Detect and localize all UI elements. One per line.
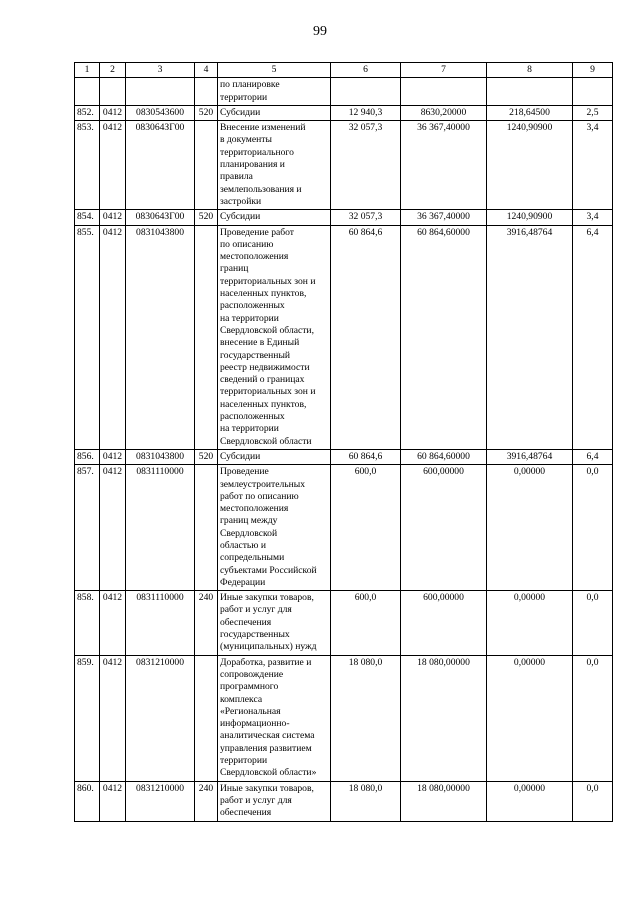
target-code-cell: 083064ЗГ00 <box>126 121 195 210</box>
table-row <box>75 781 613 821</box>
table-row <box>75 655 613 781</box>
expense-type-cell <box>195 225 218 449</box>
section-code-cell: 0412 <box>100 449 126 464</box>
value-col8-cell: 3916,48764 <box>487 225 573 449</box>
description-cell: Проведение землеустроительных работ по описанию местоположения границ между Свердловской областью и сопредельными субъектами Российской Федерации <box>218 465 331 591</box>
description-cell: Субсидии <box>218 449 331 464</box>
value-col6-cell: 600,0 <box>331 465 401 591</box>
description-cell: Иные закупки товаров, работ и услуг для обеспечения государственных (муниципальных) нужд <box>218 591 331 655</box>
target-code-cell: 0831210000 <box>126 655 195 781</box>
value-col6-cell: 60 864,6 <box>331 225 401 449</box>
value-col7-cell: 18 080,00000 <box>401 655 487 781</box>
value-col7-cell: 8630,20000 <box>401 105 487 120</box>
target-code-cell: 0830543600 <box>126 105 195 120</box>
value-col8-cell: 1240,90900 <box>487 210 573 225</box>
header-cell: 3 <box>126 63 195 78</box>
value-col8-cell: 0,00000 <box>487 591 573 655</box>
table-row <box>75 465 613 591</box>
description-cell: Внесение изменений в документы территориального планирования и правила землепользования и застройки <box>218 121 331 210</box>
header-cell: 5 <box>218 63 331 78</box>
expense-type-cell <box>195 655 218 781</box>
value-col7-cell: 600,00000 <box>401 591 487 655</box>
target-code-cell: 0831210000 <box>126 781 195 821</box>
expense-type-cell: 520 <box>195 210 218 225</box>
value-col8-cell: 0,00000 <box>487 655 573 781</box>
percent-cell: 0,0 <box>573 655 613 781</box>
target-code-cell: 0831110000 <box>126 465 195 591</box>
value-col7-cell: 36 367,40000 <box>401 210 487 225</box>
header-cell: 2 <box>100 63 126 78</box>
percent-cell: 3,4 <box>573 210 613 225</box>
table-row <box>75 225 613 449</box>
value-col6-cell: 32 057,3 <box>331 210 401 225</box>
percent-cell: 0,0 <box>573 465 613 591</box>
percent-cell: 6,4 <box>573 449 613 464</box>
percent-cell: 2,5 <box>573 105 613 120</box>
section-code-cell: 0412 <box>100 655 126 781</box>
target-code-cell: 0831110000 <box>126 591 195 655</box>
row-number-cell: 857. <box>75 465 100 591</box>
value-col6-cell: 18 080,0 <box>331 781 401 821</box>
section-code-cell: 0412 <box>100 121 126 210</box>
row-number-cell: 854. <box>75 210 100 225</box>
row-number-cell: 860. <box>75 781 100 821</box>
page-number: 99 <box>313 24 327 39</box>
value-col8-cell: 3916,48764 <box>487 449 573 464</box>
percent-cell: 3,4 <box>573 121 613 210</box>
value-col8-cell: 218,64500 <box>487 105 573 120</box>
value-col7-cell: 18 080,00000 <box>401 781 487 821</box>
section-code-cell: 0412 <box>100 105 126 120</box>
section-code-cell: 0412 <box>100 781 126 821</box>
header-cell: 6 <box>331 63 401 78</box>
value-col7-cell: 600,00000 <box>401 465 487 591</box>
value-col8-cell: 0,00000 <box>487 465 573 591</box>
continuation-text: по планировке территории <box>218 78 331 106</box>
value-col6-cell: 32 057,3 <box>331 121 401 210</box>
row-number-cell: 858. <box>75 591 100 655</box>
value-col8-cell: 1240,90900 <box>487 121 573 210</box>
table-row <box>75 105 613 120</box>
section-code-cell: 0412 <box>100 210 126 225</box>
expense-type-cell: 520 <box>195 105 218 120</box>
expense-type-cell: 240 <box>195 591 218 655</box>
description-cell: Доработка, развитие и сопровождение программного комплекса «Региональная информационно- аналитическая система управления развитием территории Свердловской области» <box>218 655 331 781</box>
description-cell: Иные закупки товаров, работ и услуг для обеспечения <box>218 781 331 821</box>
value-col6-cell: 18 080,0 <box>331 655 401 781</box>
percent-cell: 6,4 <box>573 225 613 449</box>
header-cell: 4 <box>195 63 218 78</box>
value-col6-cell: 60 864,6 <box>331 449 401 464</box>
section-code-cell: 0412 <box>100 591 126 655</box>
table-row <box>75 449 613 464</box>
budget-table <box>74 62 613 822</box>
description-cell: Субсидии <box>218 105 331 120</box>
expense-type-cell: 240 <box>195 781 218 821</box>
continuation-row <box>75 78 613 106</box>
row-number-cell: 852. <box>75 105 100 120</box>
table-body <box>75 78 613 821</box>
header-cell: 1 <box>75 63 100 78</box>
section-code-cell: 0412 <box>100 465 126 591</box>
value-col7-cell: 36 367,40000 <box>401 121 487 210</box>
percent-cell: 0,0 <box>573 781 613 821</box>
target-code-cell: 0831043800 <box>126 225 195 449</box>
expense-type-cell <box>195 121 218 210</box>
row-number-cell: 859. <box>75 655 100 781</box>
header-cell: 8 <box>487 63 573 78</box>
header-cell: 7 <box>401 63 487 78</box>
target-code-cell: 0831043800 <box>126 449 195 464</box>
row-number-cell: 855. <box>75 225 100 449</box>
row-number-cell: 853. <box>75 121 100 210</box>
description-cell: Субсидии <box>218 210 331 225</box>
row-number-cell: 856. <box>75 449 100 464</box>
value-col7-cell: 60 864,60000 <box>401 225 487 449</box>
section-code-cell: 0412 <box>100 225 126 449</box>
percent-cell: 0,0 <box>573 591 613 655</box>
value-col8-cell: 0,00000 <box>487 781 573 821</box>
table-header-row <box>75 63 613 78</box>
description-cell: Проведение работ по описанию местоположения границ территориальных зон и населенных пунктов, расположенных на территории Свердловской области, внесение в Единый государственный реестр недвижимости сведений о границах территориальных зон и населенных пунктов, расположенных на территории Свердловской области <box>218 225 331 449</box>
table-row <box>75 121 613 210</box>
value-col6-cell: 12 940,3 <box>331 105 401 120</box>
table-row <box>75 210 613 225</box>
value-col7-cell: 60 864,60000 <box>401 449 487 464</box>
header-cell: 9 <box>573 63 613 78</box>
table-row <box>75 591 613 655</box>
expense-type-cell <box>195 465 218 591</box>
expense-type-cell: 520 <box>195 449 218 464</box>
value-col6-cell: 600,0 <box>331 591 401 655</box>
target-code-cell: 083064ЗГ00 <box>126 210 195 225</box>
